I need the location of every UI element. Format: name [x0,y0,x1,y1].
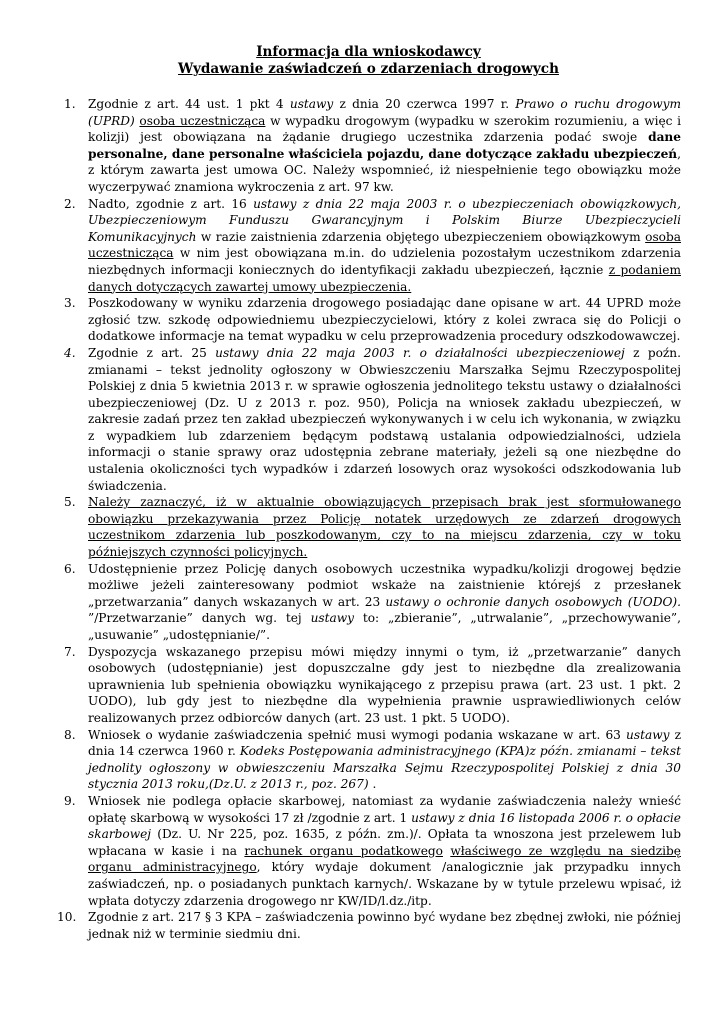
paragraph-text: z dnia 14 czerwca 1960 r. [88,727,681,759]
paragraph-text: ustawy [289,97,334,111]
list-item-number: 7. [64,644,76,659]
paragraph-text: to: „zbieranie”, „utrwalanie”, „przechowywanie”, „usuwanie” „udostępnianie/”. [88,611,681,642]
list-item-number: 4. [64,345,76,360]
list-item-number: 1. [64,97,76,111]
paragraph-text: Wniosek nie podlega opłacie skarbowej, natomiast za wydanie zaświadczenia należy wnieść opłatę skarbową w wysokości 17 zł /zgodnie z art. 1 [88,793,681,825]
list-item-number: 8. [64,727,76,742]
paragraph-text: Kodeks Postępowania administracyjnego (KPA)z późn. zmianami – tekst jednolity ogłoszony w obwieszczeniu Marszałka Sejmu Rzeczypospolitej Polskiej z dnia 30 stycznia 2013 roku,(Dz.U. z 2013 r., poz. 267) [88,744,681,792]
paragraph-text: Dyspozycja wskazanego przepisu mówi między innymi o tym, iż „przetwarzanie” danych osobowych (udostępnianie) jest dopuszczalne gdy jest to niezbędne dla zrealizowania uprawnienia lub spełnienia obowiązku wynikającego z przepisu prawa (art. 23 ust. 1 pkt. 2 UODO), lub gdy jest to niezbędne dla wypełnienia prawnie usprawiedliwionych celów realizowanych przez odbiorców danych (art. 23 ust. 1 pkt. 5 UODO). [88,644,681,725]
paragraph-text: dane personalne, dane personalne właściciela pojazdu, dane dotyczące zakładu ubezpieczeń [88,130,681,161]
paragraph-text: Udostępnienie przez Policję danych osobowych uczestnika wypadku/kolizji drogowej będzie możliwe jeżeli zainteresowany podmiot wskaże na zaistnienie którejś z przesłanek „przetwarzania” danych wskazanych w art. 23 [88,561,681,609]
list-item [56,494,681,560]
paragraph-list [56,96,681,942]
paragraph-text: . [368,777,377,792]
paragraph-text: ustawy dnia 22 maja 2003 r. o działalności ubezpieczeniowej [215,345,625,360]
paragraph-text: Zgodnie z art. 44 ust. 1 pkt 4 [88,97,290,111]
paragraph-text: , z którym zawarta jest umowa OC. Należy wspomnieć, iż niespełnienie tego obowiązku może wyczerpywać znamiona wykroczenia z art. 97 kw. [88,146,681,194]
list-item [56,96,681,196]
paragraph-text: Zgodnie z art. 25 [88,345,216,360]
document-title: Informacja dla wnioskodawcy [256,44,481,60]
list-item [56,196,681,296]
list-item-number: 3. [64,296,76,311]
list-item [56,644,681,727]
paragraph-text: z dnia 20 czerwca 1997 r. [333,97,516,111]
list-item [56,909,681,942]
list-item-number: 10. [57,910,77,925]
paragraph-text: właściwego ze względu na siedzibę organu administracyjnego [88,843,681,875]
paragraph-text: Nadto, zgodnie z art. 16 [88,196,254,211]
paragraph-text: z poźn. zmianami – tekst jednolity ogłoszony w Obwieszczeniu Marszałka Sejmu Rzeczypospolitej Polskiej z dnia 5 kwietnia 2013 r. w sprawie ogłoszenia jednolitego tekstu ustawy o działalności ubezpieczeniowej (Dz. U z 2013 r. poz. 950), Policja na wniosek zakładu ubezpieczeń, w zakresie zadań przez ten zakład ubezpieczeń wykonywanych i w celu ich wykonania, w związku z wypadkiem lub zdarzeniem będącym podstawą ustalania odpowiedzialności, udziela informacji o stanie sprawy oraz udostępnia zebrane materiały, jeżeli są one niezbędne do ustalenia okoliczności tych wypadków i zdarzeń losowych oraz wysokości odszkodowania lub świadczenia. [88,345,681,493]
paragraph-text: osoba uczestnicząca [139,113,266,128]
paragraph-text: ustawy [310,611,354,626]
paragraph-text: ustawy z dnia 16 listopada 2006 r. o opłacie skarbowej [88,810,681,842]
list-item [56,295,681,345]
paragraph-text: , który wydaje dokument /analogicznie jak przypadku innych zaświadczeń, np. o posiadanych punktach karnych/. Wskazane by w tytule przelewu wpisać, iż wpłata dotyczy zdarzenia drogowego nr KW/ID/l.dz./itp. [88,860,682,908]
paragraph-text: rachunek organu podatkowego [244,843,443,858]
paragraph-text: (Dz. U. Nr 225, poz. 1635, z późn. zm.)/. Opłata ta wnoszona jest przelewem lub wpłacana w kasie i na [88,827,681,858]
list-item [56,793,681,909]
document-subtitle: Wydawanie zaświadczeń o zdarzeniach drogowych [178,61,559,77]
list-item-number: 5. [64,495,76,510]
paragraph-text: Wniosek o wydanie zaświadczenia spełnić musi wymogi podania wskazane w art. 63 [88,727,627,742]
list-item [56,727,681,793]
paragraph-text: Należy zaznaczyć, iż w aktualnie obowiązujących przepisach brak jest sformułowanego obowiązku przekazywania przez Policję notatek urzędowych ze zdarzeń drogowych uczestnikom zdarzenia lub poszkodowanym, czy to na miejscu zdarzenia, czy w toku późniejszych czynności policyjnych. [88,495,681,560]
paragraph-text: ustawy [626,727,670,742]
list-item [56,561,681,644]
paragraph-text: z podaniem danych dotyczących zawartej umowy ubezpieczenia. [88,262,681,294]
paragraph-text: ustawy z dnia 22 maja 2003 r. o ubezpieczeniach obowiązkowych, Ubezpieczeniowym Funduszu Gwarancyjnym i Polskim Biurze Ubezpieczycieli Komunikacyjnych [88,196,681,244]
paragraph-text: osoba uczestnicząca [88,229,681,261]
paragraph-text: Zgodnie z art. 217 § 3 KPA – zaświadczenia powinno być wydane bez zbędnej zwłoki, nie później jednak niż w terminie siedmiu dni. [88,910,681,941]
list-item-number: 6. [64,561,76,576]
list-item-number: 2. [64,196,76,211]
paragraph-text: ”/Przetwarzanie” danych wg. tej [88,611,311,626]
paragraph-text: Poszkodowany w wyniku zdarzenia drogowego posiadając dane opisane w art. 44 UPRD może zgłosić tzw. szkodę odpowiedniemu ubezpieczycielowi, który z kolei zwraca się do Policji o dodatkowe informacje na temat wypadku w celu przeprowadzenia procedury odszkodowawczej. [88,296,681,344]
paragraph-text: Prawo o ruchu drogowym (UPRD) [88,97,681,128]
paragraph-text: ustawy o ochronie danych osobowych (UODO). [385,594,681,609]
list-item-number: 9. [64,793,76,808]
paragraph-text: w razie zaistnienia zdarzenia objętego ubezpieczeniem obowiązkowym [196,229,646,244]
paragraph-text: w nim jest obowiązana m.in. do udzielenia pozostałym uczestnikom zdarzenia niezbędnych informacji koniecznych do identyfikacji zakładu ubezpieczeń, łącznie [88,246,681,277]
paragraph-text: w wypadku drogowym (wypadku w szerokim rozumieniu, a więc i kolizji) jest obowiązana na żądanie drugiego uczestnika zdarzenia podać swoje [88,113,682,145]
list-item [56,345,681,494]
